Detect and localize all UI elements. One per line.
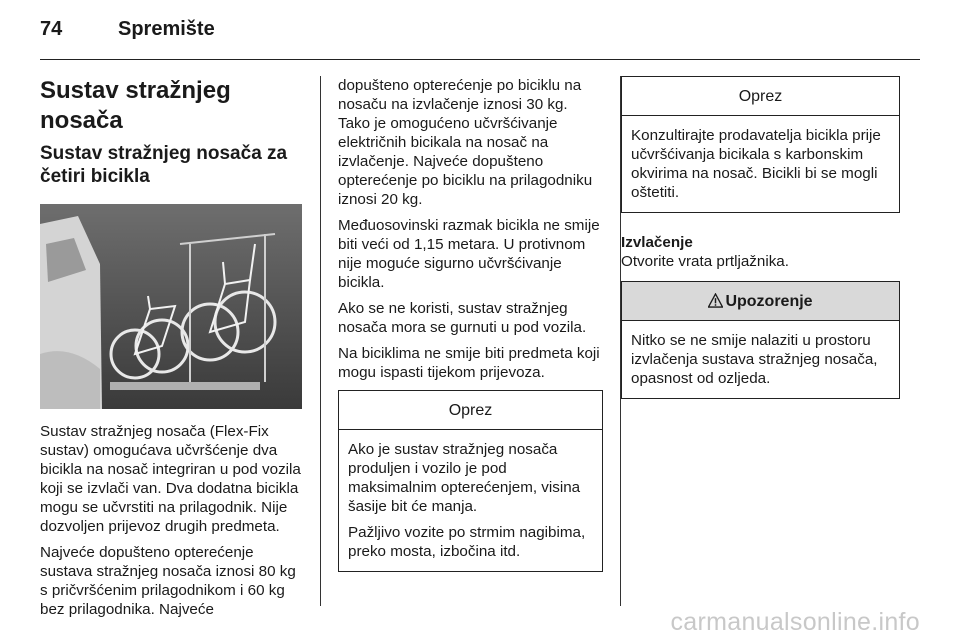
- warning-triangle-icon: [708, 293, 723, 308]
- warning-header: [622, 282, 899, 321]
- warning-title: Upozorenje: [725, 293, 813, 310]
- caution-box-2: [621, 76, 900, 213]
- section-heading: Sustav stražnjeg nosača: [40, 77, 231, 134]
- warning-box: [621, 281, 900, 399]
- caution-text-2: Pažljivo vozite po strmim nagibima, preko mosta, izbočina itd.: [348, 524, 586, 560]
- column-divider-1: [320, 76, 321, 606]
- page-header: [40, 18, 215, 41]
- load-paragraph: Najveće dopušteno opterećenje sustava stražnjeg nosača iznosi 80 kg s pričvršćenim prilagodnikom i 60 kg bez prilagodnika. Najveće: [40, 544, 296, 618]
- column-3: [621, 76, 900, 399]
- caution-text: Konzultirajte prodavatelja bicikla prije učvršćivanja bicikala s karbonskim okvirima na nosač. Bicikli bi se mogli oštetiti.: [631, 127, 881, 201]
- stowage-paragraph: Ako se ne koristi, sustav stražnjeg nosača mora se gurnuti u pod vozila.: [338, 300, 587, 336]
- column-2: [338, 76, 603, 572]
- subsection-heading: Sustav stražnjeg nosača za četiri bicikla: [40, 143, 288, 187]
- caution-title: Oprez: [339, 391, 602, 430]
- bike-carrier-photo: [40, 204, 302, 409]
- extension-paragraph: Otvorite vrata prtljažnika.: [621, 253, 789, 270]
- section-title: Spremište: [118, 18, 215, 40]
- warning-text: Nitko se ne smije nalaziti u prostoru izvlačenja sustava stražnjeg nosača, opasnost od ozljeda.: [631, 332, 878, 387]
- caution-box-1: [338, 390, 603, 572]
- extension-subheading: Izvlačenje: [621, 234, 693, 251]
- caution-title: Oprez: [622, 77, 899, 116]
- wheelbase-paragraph: Međuosovinski razmak bicikla ne smije biti veći od 1,15 metara. U protivnom nije moguće sigurno učvršćivanje bicikla.: [338, 217, 600, 291]
- intro-paragraph: Sustav stražnjeg nosača (Flex-Fix sustav) omogućava učvršćenje dva bicikla na nosač integriran u pod vozila koji se izvlači van. Dva dodatna bicikla mogu se učvrstiti na prilagodnik. Nije dozvoljen prijevoz drugih predmeta.: [40, 423, 301, 535]
- page-number: 74: [40, 18, 63, 40]
- watermark: carmanualsonline.info: [670, 608, 920, 636]
- caution-text-1: Ako je sustav stražnjeg nosača produljen i vozilo je pod maksimalnim opterećenjem, visina šasije bit će manja.: [348, 441, 581, 515]
- load-continued-paragraph: dopušteno opterećenje po biciklu na nosaču na izvlačenje iznosi 30 kg. Tako je omogućeno učvršćivanje električnih bicikala na nosač na izvlačenje. Najveće dopušteno opterećenje po biciklu na prilagodniku iznosi 20 kg.: [338, 77, 593, 208]
- loose-objects-paragraph: Na biciklima ne smije biti predmeta koji mogu ispasti tijekom prijevoza.: [338, 345, 600, 381]
- header-rule: [40, 59, 920, 60]
- column-1: [40, 76, 304, 626]
